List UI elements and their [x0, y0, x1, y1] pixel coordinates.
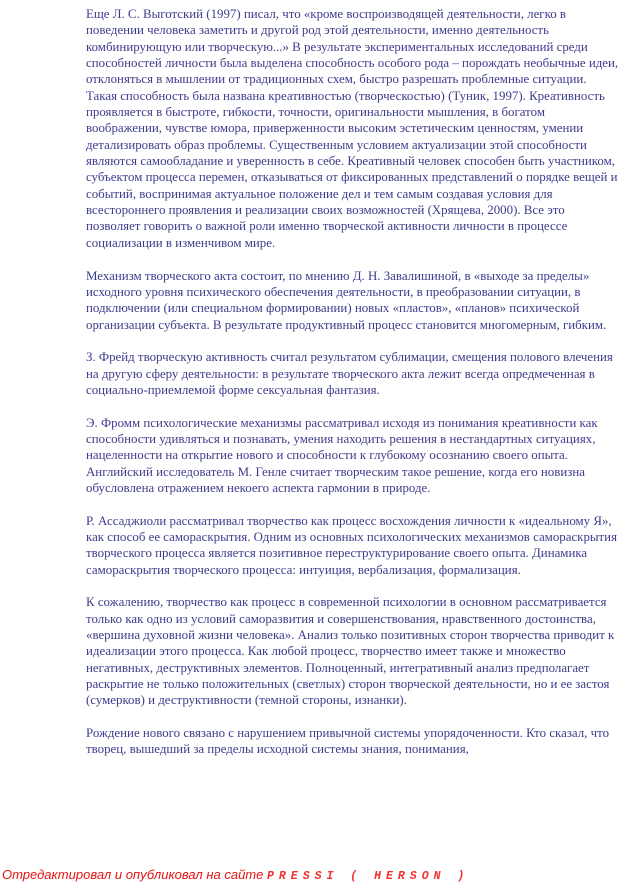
- paragraph: К сожалению, творчество как процесс в современной психологии в основном рассматривается только как одно из условий саморазвития и совершенствования, нравственного достоинства, «вершина духовной жизни человека». Анализ только позитивных сторон творчества приводит к идеализации этого процесса. Как любой процесс, творчество имеет также и множество негативных, деструктивных элементов. Полноценный, интегративный анализ предполагает раскрытие не только положительных (светлых) сторон творческой деятельности, но и ее застоя (сумерков) и деструктивности (темной стороны, изнанки).: [86, 595, 615, 708]
- paragraph: Механизм творческого акта состоит, по мнению Д. Н. Завалишиной, в «выходе за пределы» исходного уровня психического обеспечения деятельности, в преобразовании ситуации, в подключении (или специальном формировании) новых «пластов», «планов» психической организации субъекта. В результате продуктивный процесс становится многомерным, гибким.: [86, 268, 607, 332]
- paragraph: Рождение нового связано с нарушением привычной системы упорядоченности. Кто сказал, что творец, вышедший за пределы исходной системы знания, понимания,: [86, 726, 610, 757]
- paragraph: Э. Фромм психологические механизмы рассматривал исходя из понимания креативности как способности удивляться и познавать, умения находить решения в нестандартных ситуациях, нацеленности на открытие нового и способности к глубокому осознанию своего опыта.: [86, 415, 598, 463]
- paragraph: Р. Ассаджиоли рассматривал творчество как процесс восхождения личности к «идеальному Я», как способ ее самораскрытия. Одним из основных психологических механизмов самораскрытия творческого процесса является позитивное переструктурирование своего опыта. Динамика самораскрытия творческого процесса: интуиция, вербализация, формализация.: [86, 513, 618, 577]
- paragraph: Еще Л. С. Выготский (1997) писал, что «кроме воспроизводящей деятельности, легко в поведении человека заметить и другой род этой деятельности, именно деятельность комбинирующую или творческую...» В результате экспериментальных исследований среди способностей личности была выделена способность особого рода – порождать необычные идеи, отклоняться в мышлении от традиционных схем, быстро разрешать проблемные ситуации. Такая способность была названа креативностью (творческостью) (Туник, 1997). Креативность проявляется в быстроте, гибкости, точности, оригинальности мышления, в богатом воображении, чувстве юмора, приверженности высоким эстетическим ценностям, умении детализировать образ проблемы. Существенным условием актуализации этой способности являются самообладание и уверенность в себе. Креативный человек способен быть участником, субъектом процесса перемен, отказываться от фиксированных представлений о порядке вещей и событий, воспринимая актуальное положение дел и тем самым создавая условия для всестороннего проявления и реализации своих возможностей (Хрящева, 2000). Все это позволяет говорить о важной роли именно творческой активности личности в процессе социализации в изменчивом мире.: [86, 7, 619, 250]
- watermark-brand: PRESSI ( HERSON ): [266, 870, 470, 883]
- document-body: [86, 6, 620, 758]
- paragraph: З. Фрейд творческую активность считал результатом сублимации, смещения полового влечения на другую сферу деятельности: в результате творческого акта лежит всегда опредмеченная в социально-приемлемой форме сексуальная фантазия.: [86, 350, 613, 397]
- watermark-text: Отредактировал и опубликовал на сайте: [2, 867, 267, 882]
- paragraph: Английский исследователь М. Генле считает творческим такое решение, когда его новизна обусловлена отражением некоего аспекта гармонии в природе.: [86, 464, 585, 495]
- watermark-footer: [2, 867, 469, 883]
